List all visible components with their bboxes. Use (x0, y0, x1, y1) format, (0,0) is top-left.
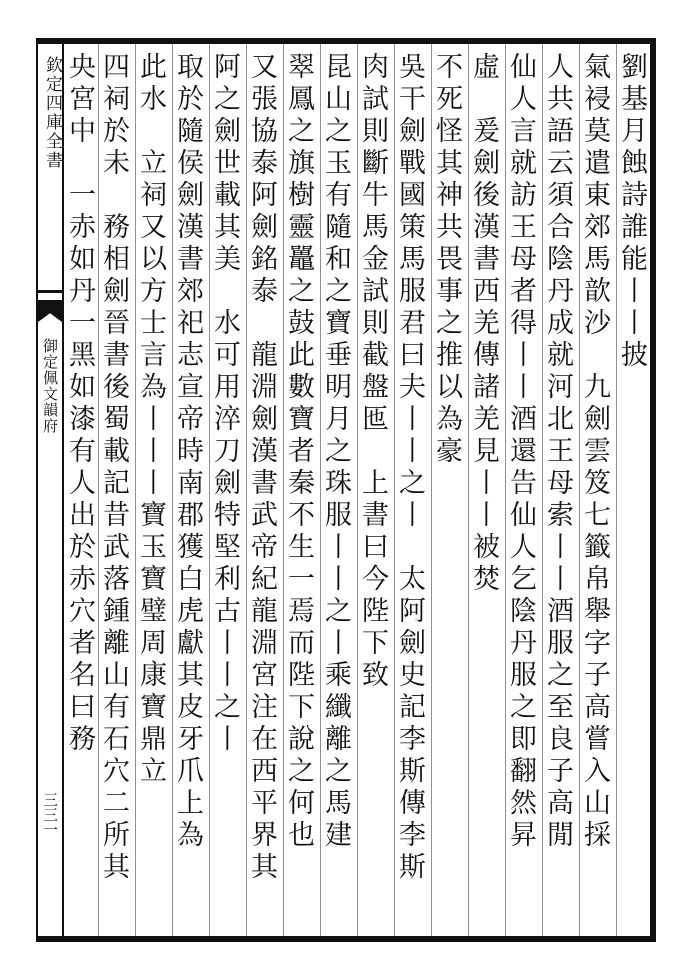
text-column-4: 仙人言就訪王母者得丨丨酒還告仙人乞陰丹服之即翻然昇 (505, 52, 536, 852)
text-column-16: 央宮中 一赤如丹一黑如漆有人出於赤穴者名曰務 (64, 52, 95, 756)
text-column-15: 四祠於未 務相劍晉書後蜀載記昔武落鍾離山有石穴二所其 (98, 52, 129, 884)
text-column-9: 昆山之玉有隨和之寶垂明月之珠服丨丨之丨乘纖離之馬建 (320, 52, 351, 852)
text-column-1: 劉基月蝕詩誰能丨丨披 (616, 52, 647, 372)
text-column-14: 此水 立祠又以方士言為丨丨丨寶玉寶璧周康寶鼎立 (135, 52, 166, 788)
text-column-6: 不死怪其神共畏事之推以為豪 (431, 52, 462, 468)
fishtail-rule (38, 290, 62, 293)
folio-number: 三三一 (41, 792, 59, 837)
text-column-11: 又張協泰阿劍銘泰 龍淵劍漢書武帝紀龍淵宮注在西平界其 (246, 52, 277, 884)
text-column-13: 取於隨侯劍漢書郊祀志宣帝時南郡獲白虎獻其皮牙爪上為 (172, 52, 203, 852)
margin-work-title: 御定佩文韻府 (41, 338, 59, 434)
text-column-8: 肉試則斷牛馬金試則截盤匜 上書曰今陛下致 (357, 52, 388, 692)
frame-bottom-rule (36, 936, 656, 942)
text-column-10: 翠鳳之旗樹靈鼉之鼓此數寶者秦不生一焉而陛下說之何也 (283, 52, 314, 852)
margin-book-title: 欽定四庫全書 (42, 56, 62, 170)
text-column-3: 人共語云須合陰丹成就河北王母索丨丨酒服之至良子高閒 (542, 52, 573, 852)
text-column-5: 虛 爰劍後漢書西羌傳諸羌見丨丨被焚 (468, 52, 499, 596)
text-column-12: 阿之劍世載其美 水可用淬刀劍特堅利古丨丨之丨 (209, 52, 240, 756)
frame-right-rule (650, 38, 656, 942)
text-column-7: 吳干劍戰國策馬服君曰夫丨丨之丨 太阿劍史記李斯傳李斯 (394, 52, 425, 884)
frame-top-rule (36, 38, 656, 44)
fishtail-mark (38, 300, 62, 322)
text-column-2: 氣祲莫遣東郊馬歆沙 九劍雲笈七籤帛舉字子高嘗入山採 (579, 52, 610, 852)
frame-left-rule (36, 38, 38, 942)
